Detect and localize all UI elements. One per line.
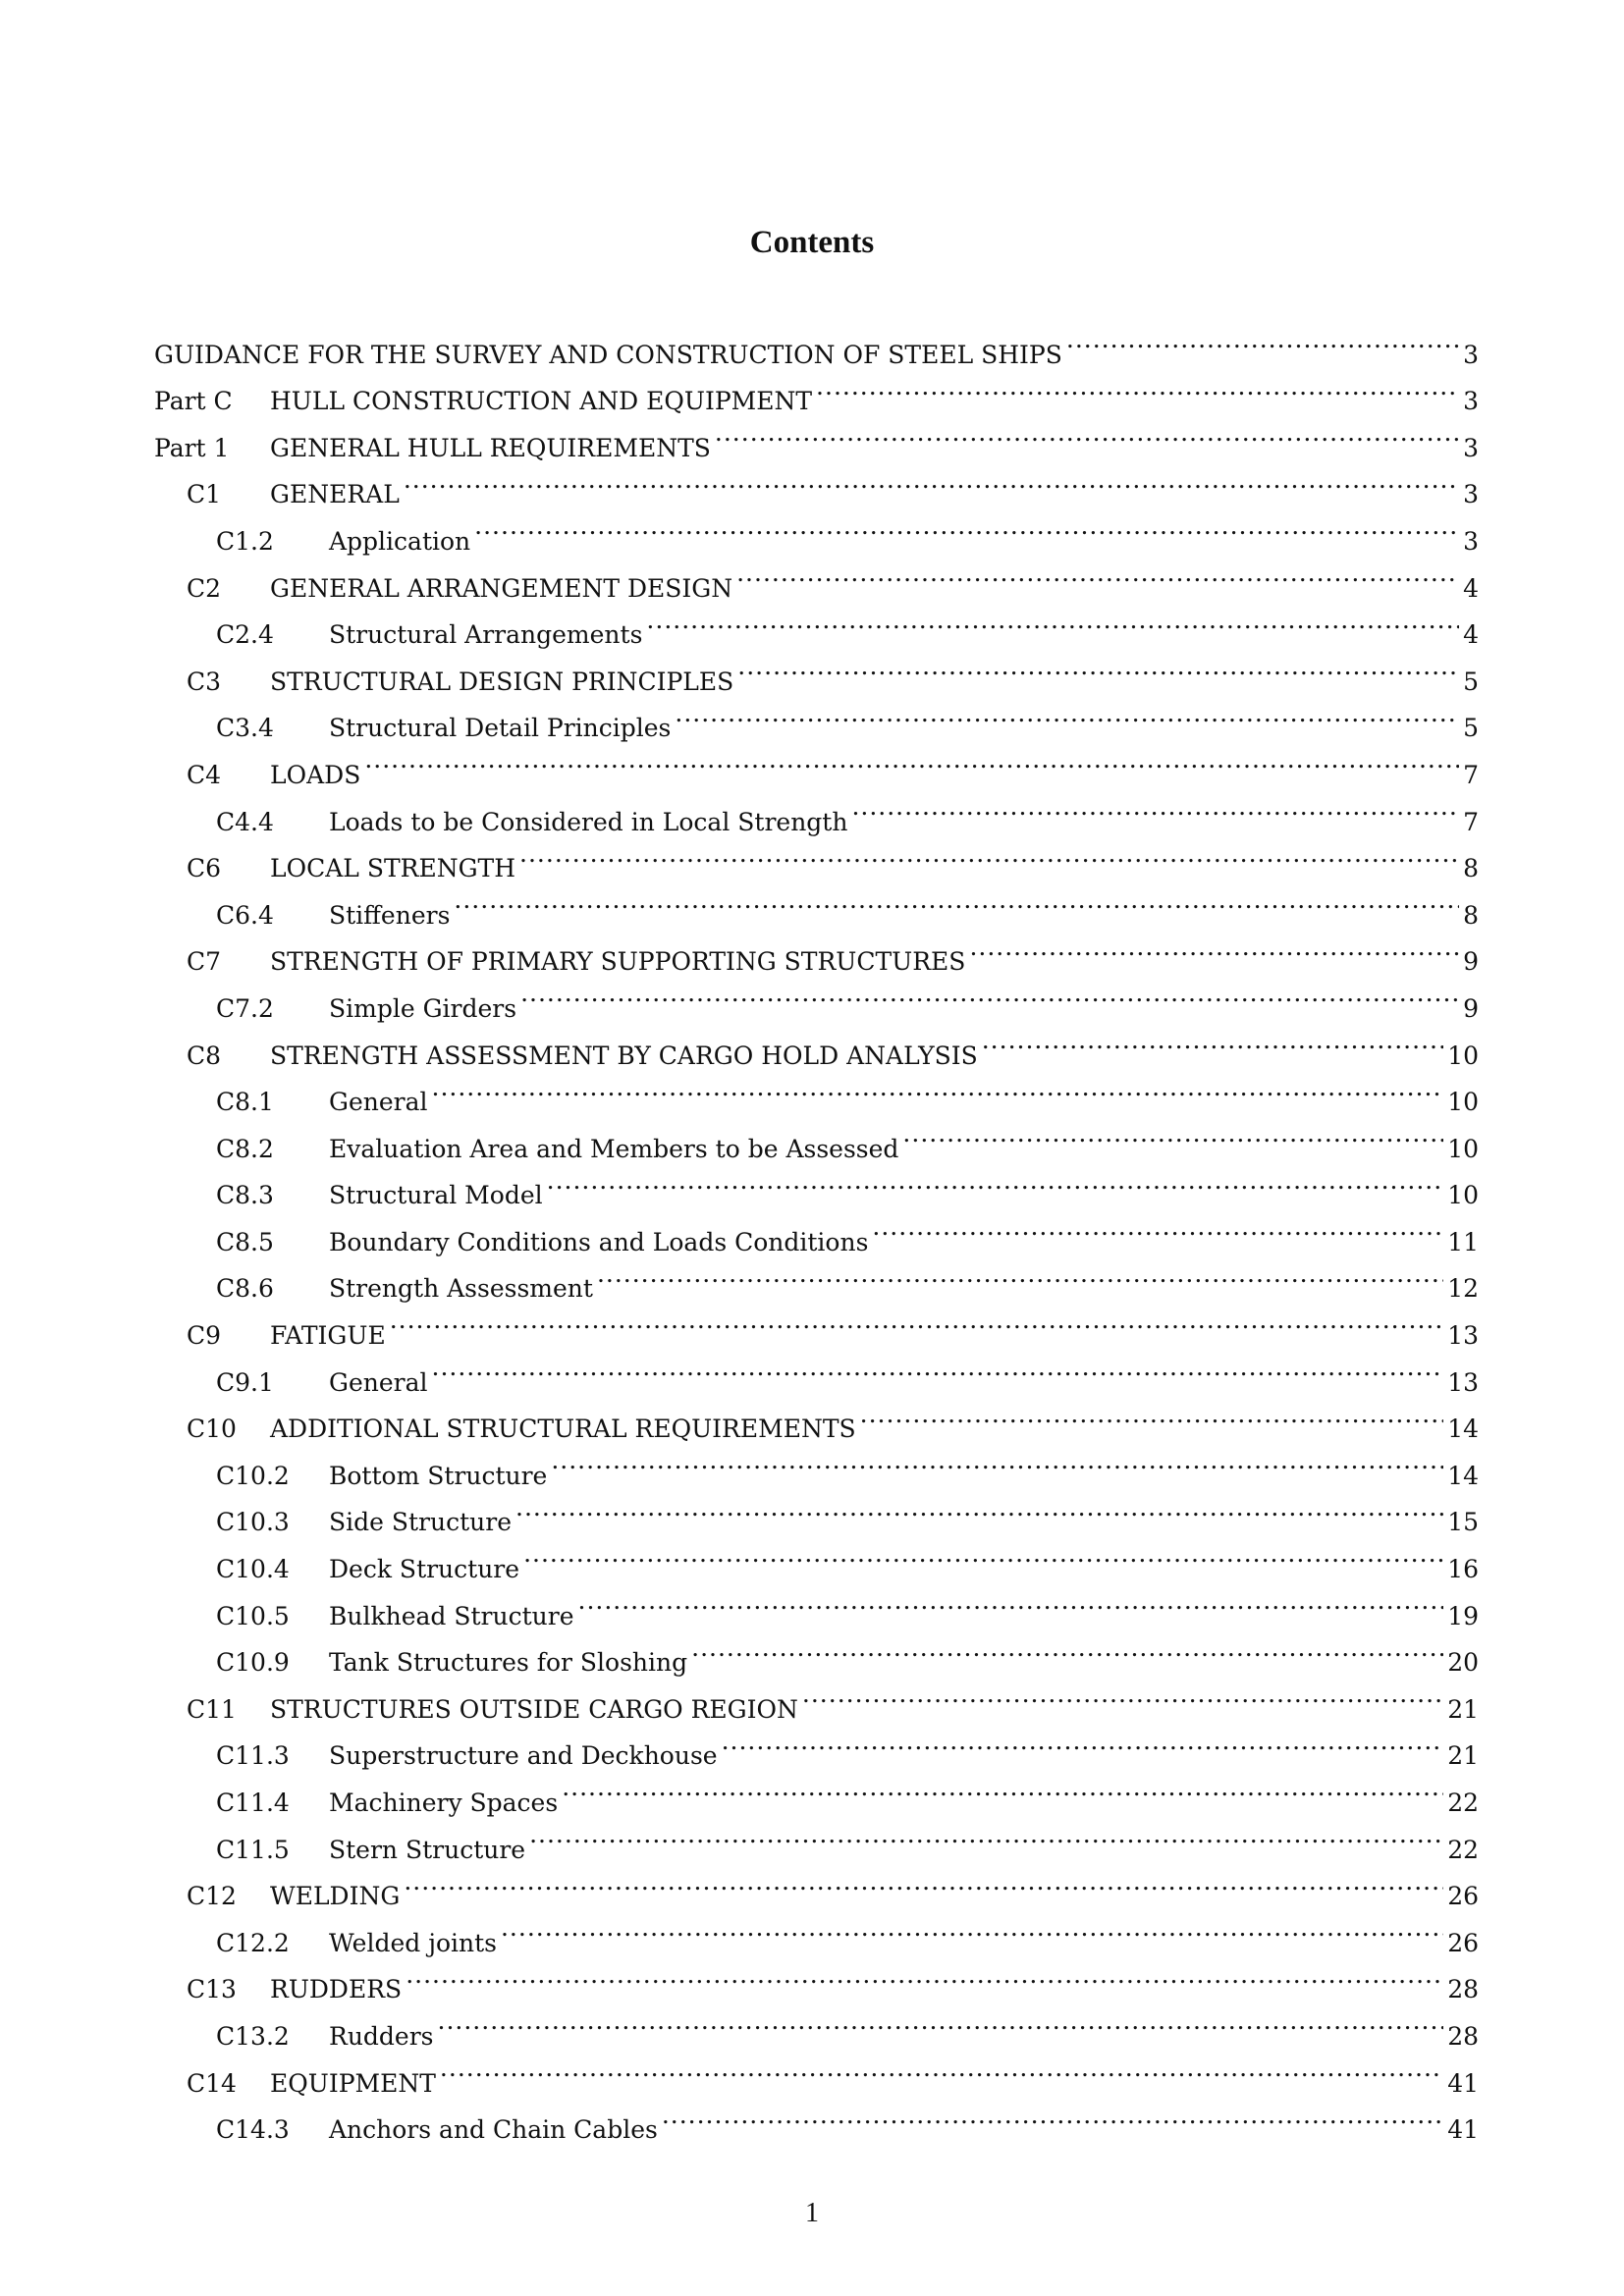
toc-entry-label: GENERAL <box>270 480 400 509</box>
toc-entry-page: 41 <box>1447 2068 1479 2098</box>
dot-leader <box>547 1157 1444 1204</box>
dot-leader <box>562 1764 1443 1811</box>
toc-entry-number: C8.2 <box>216 1134 274 1163</box>
dot-leader <box>722 1718 1444 1765</box>
toc-entry-number: C13.2 <box>216 2021 290 2051</box>
toc-entry-page: 7 <box>1463 807 1479 836</box>
toc-entry-page: 12 <box>1447 1274 1479 1304</box>
toc-entry-page: 5 <box>1463 667 1479 696</box>
toc-entry-page: 13 <box>1447 1367 1479 1397</box>
dot-leader <box>529 1811 1443 1858</box>
toc-entry-label: ADDITIONAL STRUCTURAL REQUIREMENTS <box>270 1415 856 1444</box>
toc-entry-label: Stern Structure <box>329 1835 526 1864</box>
toc-entry-number: Part C <box>154 387 233 416</box>
toc-entry-number: C1.2 <box>216 526 274 556</box>
toc-entry-label: General <box>329 1367 428 1397</box>
dot-leader <box>715 409 1459 456</box>
toc-entry-page: 3 <box>1463 387 1479 416</box>
toc-entry-label: Bulkhead Structure <box>329 1601 574 1630</box>
toc-entry-number: C10.3 <box>216 1508 290 1537</box>
toc-entry-page: 10 <box>1447 1088 1479 1117</box>
toc-entry-page: 10 <box>1447 1181 1479 1210</box>
toc-entry-page: 14 <box>1447 1415 1479 1444</box>
toc-entry-label: EQUIPMENT <box>270 2068 436 2098</box>
toc-entry-label: Machinery Spaces <box>329 1789 559 1817</box>
toc-entry-page: 20 <box>1447 1648 1479 1678</box>
toc-entry-number: C13 <box>187 1975 237 2004</box>
dot-leader <box>364 736 1459 783</box>
toc-entry-label: LOADS <box>270 760 361 789</box>
toc-entry-number: C6 <box>187 854 222 883</box>
toc-entry-number: C2.4 <box>216 620 274 650</box>
dot-leader <box>860 1391 1444 1438</box>
dot-leader <box>646 597 1459 644</box>
toc-entry-page: 41 <box>1447 2115 1479 2145</box>
toc-entry-page: 28 <box>1447 1975 1479 2004</box>
dot-leader <box>519 830 1459 878</box>
toc-entry-number: C10.2 <box>216 1461 290 1490</box>
toc-entry-label: HULL CONSTRUCTION AND EQUIPMENT <box>270 387 813 416</box>
toc-entry-label: Rudders <box>329 2021 434 2051</box>
toc-entry-label: GENERAL HULL REQUIREMENTS <box>270 433 711 462</box>
toc-entry-number: C8.3 <box>216 1181 274 1210</box>
toc-entry-page: 26 <box>1447 1882 1479 1911</box>
toc-entry-page: 3 <box>1463 480 1479 509</box>
dot-leader <box>662 2092 1443 2139</box>
dot-leader <box>872 1203 1443 1251</box>
page-number: 1 <box>805 2198 819 2228</box>
toc-entry-label: Anchors and Chain Cables <box>329 2115 658 2145</box>
dot-leader <box>454 877 1459 924</box>
toc-entry-page: 4 <box>1463 573 1479 603</box>
toc-entry-page: 8 <box>1463 900 1479 930</box>
toc-entry-number: C7.2 <box>216 993 274 1023</box>
toc-entry-number: C11.3 <box>216 1741 290 1771</box>
toc-entry-page: 21 <box>1447 1741 1479 1771</box>
toc-entry-page: 10 <box>1447 1134 1479 1163</box>
toc-entry-number: C3.4 <box>216 714 274 743</box>
toc-entry-label: RUDDERS <box>270 1975 403 2004</box>
toc-entry-page: 28 <box>1447 2021 1479 2051</box>
dot-leader <box>438 1998 1444 2045</box>
toc-entry-page: 11 <box>1447 1227 1479 1256</box>
toc-entry-page: 3 <box>1463 433 1479 462</box>
dot-leader <box>597 1251 1443 1298</box>
page-title: Contents <box>749 225 875 261</box>
toc-entry-number: C12 <box>187 1882 237 1911</box>
toc-entry-number: C8.1 <box>216 1088 274 1117</box>
dot-leader <box>578 1577 1444 1625</box>
dot-leader <box>1066 316 1459 363</box>
dot-leader <box>520 970 1459 1017</box>
toc-entry-number: C7 <box>187 947 222 977</box>
toc-entry-number: C9 <box>187 1321 222 1351</box>
toc-entry-page: 14 <box>1447 1461 1479 1490</box>
toc-entry-label: Application <box>329 526 471 556</box>
dot-leader <box>736 550 1459 597</box>
toc-entry-label: GUIDANCE FOR THE SURVEY AND CONSTRUCTION OF STEEL SHIPS <box>154 340 1062 369</box>
toc-entry-label: STRENGTH ASSESSMENT BY CARGO HOLD ANALYSIS <box>270 1041 978 1070</box>
toc-entry-number: C4 <box>187 760 222 789</box>
toc-entry-label: Stiffeners <box>329 900 451 930</box>
toc-entry-page: 8 <box>1463 854 1479 883</box>
toc-entry-number: C3 <box>187 667 222 696</box>
toc-entry-page: 16 <box>1447 1555 1479 1584</box>
toc-entry-number: C14.3 <box>216 2115 290 2145</box>
dot-leader <box>691 1625 1443 1672</box>
toc-entry-label: LOCAL STRENGTH <box>270 854 516 883</box>
toc-entry-page: 4 <box>1463 620 1479 650</box>
toc-entry-page: 10 <box>1447 1041 1479 1070</box>
dot-leader <box>515 1484 1443 1531</box>
dot-leader <box>432 1344 1444 1391</box>
table-of-contents <box>154 316 1479 2145</box>
toc-entry-label: Evaluation Area and Members to be Assessed <box>329 1134 899 1163</box>
dot-leader <box>675 690 1459 737</box>
dot-leader <box>432 1064 1444 1111</box>
toc-entry-label: FATIGUE <box>270 1321 386 1351</box>
toc-entry-page: 3 <box>1463 526 1479 556</box>
toc-entry-number: C11.4 <box>216 1789 290 1817</box>
toc-entry-number: C10.5 <box>216 1601 290 1630</box>
toc-entry-number: C10 <box>187 1415 237 1444</box>
toc-entry-number: C14 <box>187 2068 237 2098</box>
toc-entry-page: 19 <box>1447 1601 1479 1630</box>
toc-entry-number: C2 <box>187 573 222 603</box>
toc-entry-label: Structural Arrangements <box>329 620 643 650</box>
toc-entry-number: C4.4 <box>216 807 274 836</box>
toc-entry-label: Welded joints <box>329 1928 497 1957</box>
dot-leader <box>851 783 1459 830</box>
toc-entry-label: Deck Structure <box>329 1555 520 1584</box>
dot-leader <box>404 456 1459 504</box>
toc-entry-label: Structural Detail Principles <box>329 714 672 743</box>
toc-entry-page: 26 <box>1447 1928 1479 1957</box>
dot-leader <box>440 2045 1443 2092</box>
toc-entry-number: Part 1 <box>154 433 230 462</box>
toc-entry-number: C12.2 <box>216 1928 290 1957</box>
toc-entry-page: 15 <box>1447 1508 1479 1537</box>
toc-entry-label: Strength Assessment <box>329 1274 593 1304</box>
dot-leader <box>816 363 1459 410</box>
dot-leader <box>737 643 1459 690</box>
toc-entry-page: 13 <box>1447 1321 1479 1351</box>
dot-leader <box>390 1297 1443 1344</box>
toc-entry-page: 5 <box>1463 714 1479 743</box>
toc-entry-number: C8.6 <box>216 1274 274 1304</box>
dot-leader <box>551 1437 1443 1484</box>
toc-entry-number: C1 <box>187 480 222 509</box>
toc-entry-page: 9 <box>1463 947 1479 977</box>
toc-entry-number: C10.9 <box>216 1648 290 1678</box>
dot-leader <box>404 1858 1443 1905</box>
toc-entry-label: General <box>329 1088 428 1117</box>
toc-entry-page: 9 <box>1463 993 1479 1023</box>
dot-leader <box>969 924 1459 971</box>
toc-entry-label: Side Structure <box>329 1508 512 1537</box>
toc-entry-number: C8 <box>187 1041 222 1070</box>
toc-entry-label: Superstructure and Deckhouse <box>329 1741 718 1771</box>
toc-entry-number: C10.4 <box>216 1555 290 1584</box>
toc-entry-label: Simple Girders <box>329 993 517 1023</box>
toc-entry[interactable] <box>154 316 1479 369</box>
toc-entry-label: GENERAL ARRANGEMENT DESIGN <box>270 573 733 603</box>
toc-entry-page: 3 <box>1463 340 1479 369</box>
toc-entry-page: 7 <box>1463 760 1479 789</box>
dot-leader <box>523 1530 1443 1577</box>
toc-entry-number: C11.5 <box>216 1835 290 1864</box>
toc-entry-label: Boundary Conditions and Loads Conditions <box>329 1227 869 1256</box>
toc-entry-label: Tank Structures for Sloshing <box>329 1648 688 1678</box>
toc-entry-label: Loads to be Considered in Local Strength <box>329 807 848 836</box>
dot-leader <box>802 1671 1443 1718</box>
toc-entry-label: Structural Model <box>329 1181 543 1210</box>
dot-leader <box>902 1110 1443 1157</box>
dot-leader <box>501 1904 1443 1951</box>
toc-entry-label: WELDING <box>270 1882 401 1911</box>
dot-leader <box>474 503 1459 550</box>
toc-entry-label: STRENGTH OF PRIMARY SUPPORTING STRUCTURES <box>270 947 966 977</box>
toc-entry-label: STRUCTURES OUTSIDE CARGO REGION <box>270 1694 798 1724</box>
toc-entry-number: C6.4 <box>216 900 274 930</box>
toc-entry-number: C11 <box>187 1694 237 1724</box>
toc-entry-page: 21 <box>1447 1694 1479 1724</box>
toc-entry-page: 22 <box>1447 1835 1479 1864</box>
dot-leader <box>982 1017 1443 1064</box>
toc-entry-number: C9.1 <box>216 1367 274 1397</box>
toc-entry-label: STRUCTURAL DESIGN PRINCIPLES <box>270 667 734 696</box>
toc-entry-number: C8.5 <box>216 1227 274 1256</box>
toc-entry-page: 22 <box>1447 1789 1479 1817</box>
toc-entry-label: Bottom Structure <box>329 1461 548 1490</box>
dot-leader <box>406 1951 1443 1999</box>
